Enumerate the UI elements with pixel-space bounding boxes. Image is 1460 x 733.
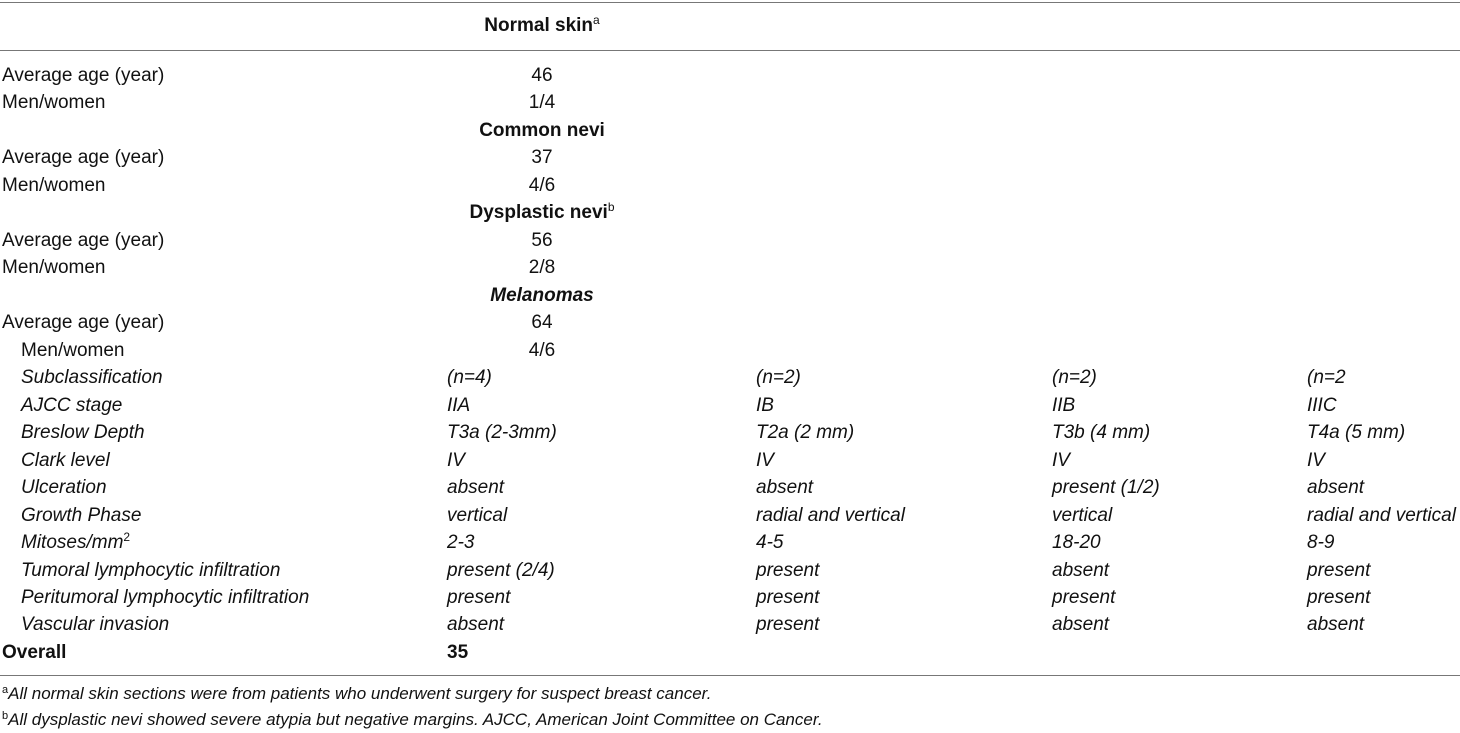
melanomas-heading: Melanomas [490, 285, 594, 306]
cell-value: IV [447, 450, 465, 471]
table-row [0, 502, 1460, 529]
table-header-row [0, 12, 1460, 39]
row-label: Peritumoral lymphocytic infiltration [21, 587, 310, 608]
overall-value: 35 [447, 642, 469, 663]
table-row [0, 584, 1460, 611]
cell-value: present (2/4) [447, 560, 555, 581]
section-heading-row [0, 199, 1460, 226]
cell-value: 64 [531, 312, 553, 333]
cell-value: 4/6 [528, 175, 556, 196]
cell-value: IIA [447, 395, 471, 416]
table-bottom-rule [0, 675, 1460, 676]
section-heading-row [0, 117, 1460, 144]
table-row [0, 227, 1460, 254]
row-label: Growth Phase [21, 505, 142, 526]
table-row [0, 557, 1460, 584]
table-row [0, 254, 1460, 281]
row-label: Men/women [21, 340, 125, 361]
overall-label: Overall [2, 642, 67, 663]
common-nevi-heading: Common nevi [479, 120, 605, 141]
cell-value: 1/4 [528, 92, 556, 113]
cell-value: vertical [1052, 505, 1113, 526]
cell-value: IV [1307, 450, 1325, 471]
cell-value: absent [1307, 477, 1365, 498]
cell-value: present [447, 587, 511, 608]
table-row [0, 419, 1460, 446]
row-label: Vascular invasion [21, 614, 170, 635]
dysplastic-nevi-heading: Dysplastic nevi$^b$ [469, 200, 615, 223]
cell-value: present [756, 587, 820, 608]
row-label: Tumoral lymphocytic infiltration [21, 560, 281, 581]
table-row [0, 89, 1460, 116]
cell-value: absent [447, 477, 505, 498]
cell-value: present [756, 614, 820, 635]
cell-value: 2/8 [528, 257, 556, 278]
table-row [0, 62, 1460, 89]
table-row [0, 447, 1460, 474]
row-label: Ulceration [21, 477, 107, 498]
cell-value: absent [1052, 560, 1110, 581]
cell-value: present [1307, 560, 1371, 581]
table-row [0, 611, 1460, 638]
row-label: Clark level [21, 450, 110, 471]
cell-value: 18-20 [1052, 532, 1101, 553]
row-label: Breslow Depth [21, 422, 145, 443]
cell-value: 2-3 [447, 532, 475, 553]
table-row [0, 392, 1460, 419]
section-heading-row [0, 282, 1460, 309]
table-row [0, 172, 1460, 199]
cell-value: (n=2 [1307, 367, 1346, 388]
table-row [0, 474, 1460, 501]
cell-value: present (1/2) [1052, 477, 1160, 498]
cell-value: IV [756, 450, 774, 471]
cell-value: vertical [447, 505, 508, 526]
footnote-b: $^b$All dysplastic nevi showed severe atypia but negative margins. AJCC, American Joint Committee on Cancer. [2, 710, 823, 729]
cell-value: (n=4) [447, 367, 492, 388]
table-row [0, 364, 1460, 391]
cell-value: present [756, 560, 820, 581]
row-label: Average age (year) [2, 230, 165, 251]
cell-value: 37 [531, 147, 553, 168]
cell-value: T3b (4 mm) [1052, 422, 1151, 443]
cell-value: (n=2) [1052, 367, 1097, 388]
cell-value: (n=2) [756, 367, 801, 388]
row-label: Men/women [2, 175, 106, 196]
table-row [0, 337, 1460, 364]
row-label: Mitoses/$mm^2$ [21, 530, 131, 553]
cell-value: 56 [531, 230, 553, 251]
footnote-a: $^a$All normal skin sections were from patients who underwent surgery for suspect breast cancer. [2, 684, 712, 703]
table-row [0, 144, 1460, 171]
cell-value: IIIC [1307, 395, 1337, 416]
row-label: Men/women [2, 92, 106, 113]
table-header-rule [0, 50, 1460, 51]
cell-value: T4a (5 mm) [1307, 422, 1406, 443]
cell-value: IB [756, 395, 774, 416]
row-label: AJCC stage [21, 395, 123, 416]
cell-value: 4/6 [528, 340, 556, 361]
cell-value: T3a (2-3mm) [447, 422, 557, 443]
cell-value: absent [756, 477, 814, 498]
table-row [0, 529, 1460, 556]
cell-value: present [1052, 587, 1116, 608]
normal-skin-header: Normal skin$^a$ [484, 13, 600, 36]
cell-value: 8-9 [1307, 532, 1335, 553]
cell-value: absent [1307, 614, 1365, 635]
row-label: Average age (year) [2, 147, 165, 168]
cell-value: T2a (2 mm) [756, 422, 855, 443]
cell-value: IIB [1052, 395, 1076, 416]
cell-value: radial and vertical [1307, 505, 1456, 526]
cell-value: absent [1052, 614, 1110, 635]
cell-value: 4-5 [756, 532, 784, 553]
cell-value: IV [1052, 450, 1070, 471]
row-label: Average age (year) [2, 312, 165, 333]
row-label: Men/women [2, 257, 106, 278]
table-row [0, 309, 1460, 336]
overall-row [0, 639, 1460, 666]
row-label: Subclassification [21, 367, 163, 388]
table-top-rule [0, 2, 1460, 3]
cell-value: absent [447, 614, 505, 635]
cell-value: radial and vertical [756, 505, 905, 526]
row-label: Average age (year) [2, 65, 165, 86]
cell-value: present [1307, 587, 1371, 608]
cell-value: 46 [531, 65, 553, 86]
